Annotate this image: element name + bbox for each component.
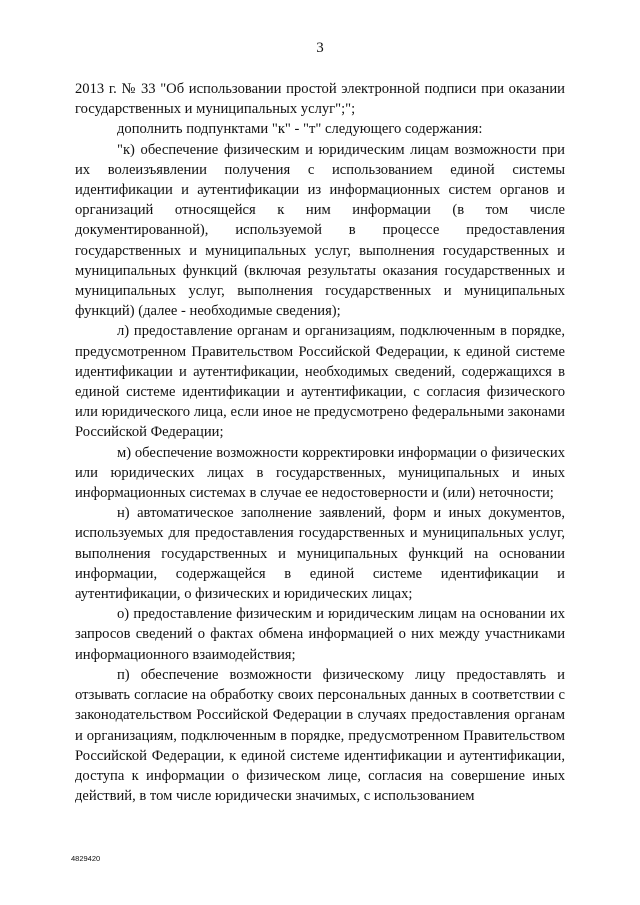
paragraph-amend: дополнить подпунктами "к" - "т" следующего содержания: <box>117 121 483 138</box>
page-number: 3 <box>316 40 324 56</box>
paragraph-intro: 2013 г. № 33 "Об использовании простой электронной подписи при оказании государственных и муниципальных услуг";"; <box>75 81 565 118</box>
paragraph-o: о) предоставление физическим и юридическим лицам на основании их запросов сведений о фактах обмена информацией о них между участниками информационного взаимодействия; <box>75 606 565 663</box>
paragraph-n: н) автоматическое заполнение заявлений, форм и иных документов, используемых для предоставления государственных и муниципальных услуг, выполнения государственных и муниципальных функций на основании информации, содержащейся в единой системе идентификации и аутентификации, о физических и юридических лицах; <box>75 505 565 603</box>
paragraph-p: п) обеспечение возможности физическому лицу предоставлять и отзывать согласие на обработку своих персональных данных в соответствии с законодательством Российской Федерации в случаях предоставления органам и организациям, подключенным в порядке, предусмотренном Правительством Российской Федерации, к единой системе идентификации и аутентификации, доступа к информации о физическом лице, согласия на совершение иных действий, в том числе юридически значимых, с использованием <box>75 666 565 805</box>
paragraph-k: "к) обеспечение физическим и юридическим лицам возможности при их волеизъявлении получения с использованием единой системы идентификации и аутентификации из информационных систем органов и организаций относящейся к ним информации (в том числе документированной), используемой в процессе предоставления государственных и муниципальных услуг, выполнения государственных и муниципальных функций (включая результаты оказания государственных и муниципальных услуг, выполнения государственных и муниципальных функций) (далее - необходимые сведения); <box>75 141 565 320</box>
paragraph-l: л) предоставление органам и организациям, подключенным в порядке, предусмотренном Правительством Российской Федерации, к единой системе идентификации и аутентификации, необходимых сведений, содержащихся в единой системе идентификации и аутентификации, с согласия физического или юридического лица, если иное не предусмотрено федеральными законами Российской Федерации; <box>75 323 565 441</box>
document-body <box>75 79 565 806</box>
document-code: 4829420 <box>71 854 101 863</box>
paragraph-m: м) обеспечение возможности корректировки информации о физических или юридических лицах в государственных, муниципальных и иных информационных системах в случае ее недостоверности и (или) неточности; <box>75 444 565 502</box>
